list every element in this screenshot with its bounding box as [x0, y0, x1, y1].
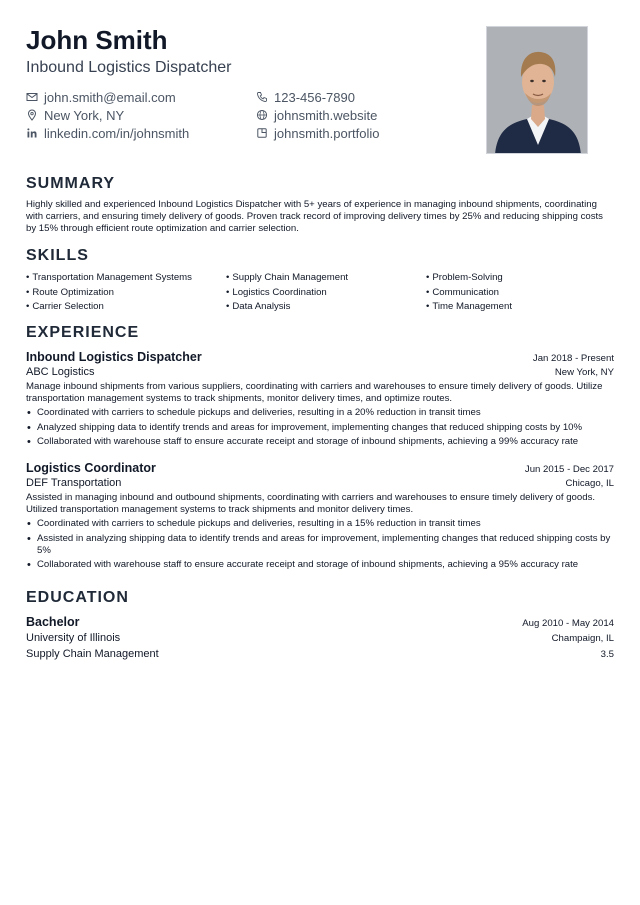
candidate-title: Inbound Logistics Dispatcher — [26, 59, 232, 76]
skills-heading: SKILLS — [26, 247, 89, 264]
job-dates: Jun 2015 - Dec 2017 — [524, 464, 614, 476]
mail-icon — [26, 91, 38, 103]
field-of-study: Supply Chain Management — [26, 648, 159, 660]
job-achievements — [26, 518, 614, 571]
skills-section — [26, 246, 614, 313]
job-entry — [26, 349, 614, 448]
achievement-item: • Collaborated with warehouse staff to ensure accurate receipt and storage of inbound shipments, achieving a 99% accuracy rate — [26, 436, 614, 448]
resume-header — [26, 24, 614, 156]
school-name: University of Illinois — [26, 632, 121, 644]
achievement-item: • Analyzed shipping data to identify trends and areas for improvement, implementing changes that reduced shipping costs by 10% — [26, 422, 614, 434]
education-dates: Aug 2010 - May 2014 — [522, 618, 614, 629]
experience-heading: EXPERIENCE — [26, 324, 140, 341]
contact-phone[interactable] — [256, 88, 355, 106]
job-achievements — [26, 407, 614, 448]
summary-text: Highly skilled and experienced Inbound Logistics Dispatcher with 5+ years of experience in managing inbound shipments, coordinating with carriers, and ensuring timely delivery of goods. Proven track record of improving delivery times by 25% and reducing shipping costs by 15% through efficient route optimization and carrier selection. — [26, 199, 603, 234]
job-company: DEF Transportation — [26, 477, 122, 490]
school-location: Champaign, IL — [551, 633, 614, 644]
portfolio-icon — [256, 127, 268, 139]
contact-portfolio[interactable] — [256, 124, 380, 142]
skill-item: • Transportation Management Systems — [26, 272, 226, 284]
skills-list — [26, 272, 614, 313]
skill-item: • Logistics Coordination — [226, 287, 426, 299]
portfolio-text: johnsmith.portfolio — [274, 125, 380, 141]
achievement-item: • Coordinated with carriers to schedule pickups and deliveries, resulting in a 15% reduction in transit times — [26, 518, 614, 530]
education-entry — [26, 614, 614, 662]
education-heading: EDUCATION — [26, 589, 129, 606]
phone-icon — [256, 91, 268, 103]
gpa: 3.5 — [600, 649, 614, 660]
skill-item: • Communication — [426, 287, 614, 299]
achievement-item: • Coordinated with carriers to schedule pickups and deliveries, resulting in a 20% reduction in transit times — [26, 407, 614, 419]
location-text: New York, NY — [44, 107, 125, 123]
skill-item: • Supply Chain Management — [226, 272, 426, 284]
skill-item: • Data Analysis — [226, 301, 426, 313]
linkedin-icon — [26, 127, 38, 139]
contact-website[interactable] — [256, 106, 377, 124]
job-location: Chicago, IL — [565, 478, 614, 490]
job-title: Inbound Logistics Dispatcher — [26, 350, 202, 364]
contact-location — [26, 106, 124, 124]
job-description: Assisted in managing inbound and outbound shipments, coordinating with carriers and warehouses to ensure timely delivery of goods. Utilized transportation management systems to track shipments and monitor delivery times. — [26, 492, 596, 516]
job-location: New York, NY — [554, 367, 614, 378]
resume-page — [26, 24, 614, 660]
skill-item: • Carrier Selection — [26, 301, 226, 313]
linkedin-text: linkedin.com/in/johnsmith — [44, 125, 190, 141]
achievement-item: • Assisted in analyzing shipping data to identify trends and areas for improvement, implementing changes that reduced shipping costs by 5% — [26, 533, 614, 557]
job-description: Manage inbound shipments from various suppliers, coordinating with carriers and warehouses to ensure timely delivery of goods. Utilize transportation management systems to track shipments, monitor delivery times, and optimize routes. — [26, 381, 603, 404]
degree: Bachelor — [26, 615, 80, 629]
skill-item: • Problem-Solving — [426, 272, 614, 284]
summary-heading: SUMMARY — [26, 175, 116, 192]
contact-linkedin[interactable] — [26, 124, 189, 142]
achievement-item: • Collaborated with warehouse staff to ensure accurate receipt and storage of inbound shipments, achieving a 95% accuracy rate — [26, 559, 614, 571]
skill-item: • Route Optimization — [26, 287, 226, 299]
contact-email[interactable] — [26, 88, 176, 106]
education-section — [26, 588, 614, 662]
candidate-name: John Smith — [26, 25, 168, 55]
job-entry — [26, 460, 614, 571]
job-company: ABC Logistics — [26, 366, 95, 378]
job-title: Logistics Coordinator — [26, 461, 156, 476]
profile-photo — [486, 26, 588, 154]
email-text: john.smith@email.com — [44, 89, 176, 105]
job-dates: Jan 2018 - Present — [532, 353, 614, 364]
website-text: johnsmith.website — [274, 107, 378, 123]
globe-icon — [256, 109, 268, 121]
experience-section — [26, 323, 614, 574]
location-pin-icon — [26, 109, 38, 121]
summary-section — [26, 174, 614, 235]
phone-text: 123-456-7890 — [274, 89, 355, 105]
skill-item: • Time Management — [426, 301, 614, 313]
